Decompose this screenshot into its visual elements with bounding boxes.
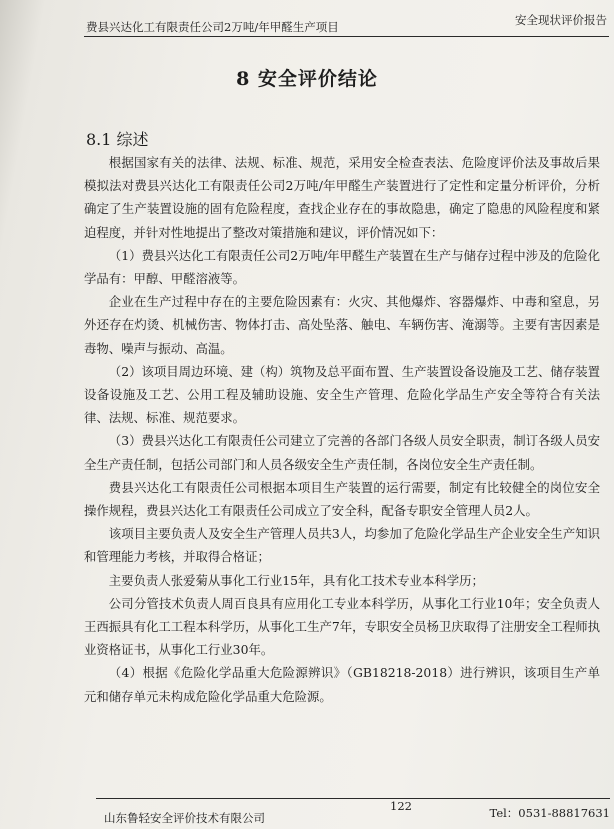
paragraph: 该项目主要负责人及安全生产管理人员共3人，均参加了危险化学品生产企业安全生产知识和管理能力考核，并取得合格证；	[84, 526, 600, 565]
header-report-type: 安全现状评价报告	[515, 13, 607, 27]
body-text	[84, 151, 600, 708]
header-project-title: 费县兴达化工有限责任公司2万吨/年甲醛生产项目	[86, 20, 339, 34]
chapter-title: 8 安全评价结论	[236, 68, 378, 90]
page-footer	[96, 798, 610, 827]
paragraph: 主要负责人张爱菊从事化工行业15年，具有化工技术专业本科学历；	[108, 572, 484, 588]
page-header	[84, 12, 609, 37]
footer-company: 山东鲁轻安全评价技术有限公司	[104, 811, 265, 825]
page-number: 122	[390, 799, 412, 813]
paragraph: 企业在生产过程中存在的主要危险因素有：火灾、其他爆炸、容器爆炸、中毒和窒息，另外还存在灼烫、机械伤害、物体打击、高处坠落、触电、车辆伤害、淹溺等。主要有害因素是毒物、噪声与振动、高温。	[84, 294, 600, 356]
paragraph: （3）费县兴达化工有限责任公司建立了完善的各部门各级人员安全职责，制订各级人员安全生产责任制，包括公司部门和人员各级安全生产责任制，各岗位安全生产责任制。	[84, 433, 600, 472]
paragraph: （2）该项目周边环境、建（构）筑物及总平面布置、生产装置设备设施及工艺、储存装置设备设施及工艺、公用工程及辅助设施、安全生产管理、危险化学品生产安全等符合有关法律、法规、标准、规范要求。	[84, 363, 600, 426]
footer-telephone: Tel：0531-88817631	[489, 806, 610, 820]
paragraph: （4）根据《危险化学品重大危险源辨识》（GB18218-2018）进行辨识，该项目生产单元和储存单元未构成危险化学品重大危险源。	[84, 665, 600, 704]
paragraph: 根据国家有关的法律、法规、标准、规范，采用安全检查表法、危险度评价法及事故后果模拟法对费县兴达化工有限责任公司2万吨/年甲醛生产装置进行了定性和定量分析评价，分析确定了生产装置设施的固有危险程度，查找企业存在的事故隐患，确定了隐患的风险程度和紧迫程度，并针对性地提出了整改对策措施和建议，评价情况如下：	[84, 155, 600, 240]
section-heading: 8.1 综述	[86, 130, 149, 149]
paragraph: 公司分管技术负责人周百良具有应用化工专业本科学历，从事化工行业10年；安全负责人王西振具有化工工程本科学历，从事化工生产7年，专职安全员杨卫庆取得了注册安全工程师执业资格证书，从事化工行业30年。	[84, 595, 600, 658]
paragraph: （1）费县兴达化工有限责任公司2万吨/年甲醛生产装置在生产与储存过程中涉及的危险化学品有：甲醇、甲醛溶液等。	[84, 247, 600, 287]
paragraph: 费县兴达化工有限责任公司根据本项目生产装置的运行需要，制定有比较健全的岗位安全操作规程，费县兴达化工有限责任公司成立了安全科，配备专职安全管理人员2人。	[84, 479, 600, 519]
